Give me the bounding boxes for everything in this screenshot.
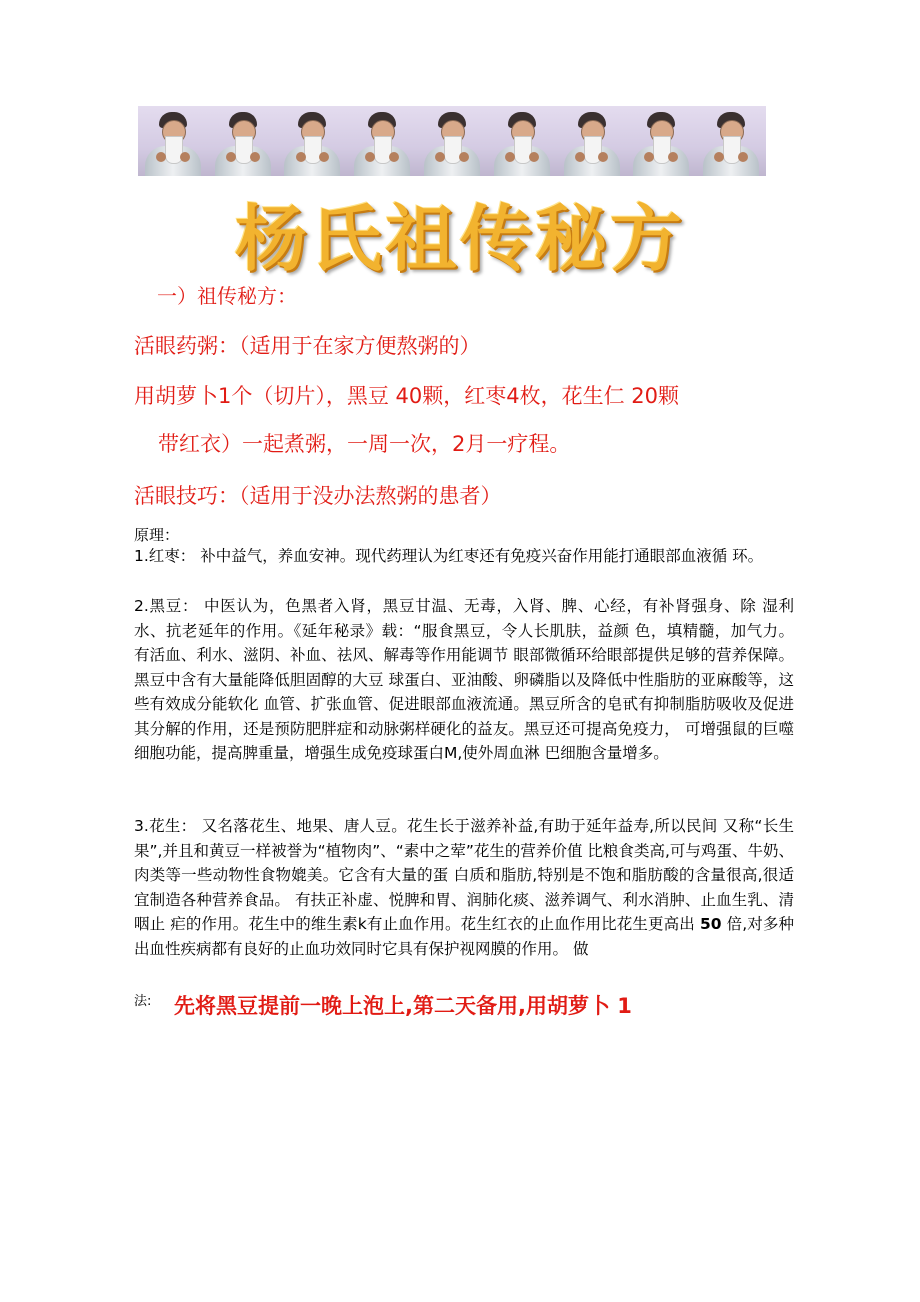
peanut-do-text: 做 [572,939,589,958]
sage-portrait-icon [278,106,348,176]
sage-portrait-icon [696,106,766,176]
sage-portrait-banner [138,106,766,176]
principle-label: 原理： [134,526,180,544]
method-label: 法: [134,994,152,1009]
sage-portrait-icon [138,106,208,176]
peanut-tail-text: 倍,对多种出血性疾病都有良好的止血功效同时它具有保护视网膜的作用。 [134,915,795,958]
tip-title: 活眼技巧：（适用于没办法熬粥的患者） [134,484,502,508]
remedy-title: 活眼药粥：（适用于在家方便熬粥的） [134,334,481,358]
remedy-ingredients-line1: 用胡萝卜1个（切片），黑豆 40颗，红枣4枚，花生仁 20颗 [134,384,680,408]
sage-portrait-icon [487,106,557,176]
peanut-fifty: 50 [699,915,722,933]
paragraph-jujube: 1.红枣： 补中益气，养血安神。现代药理认为红枣还有免疫兴奋作用能打通眼部血液循 环。 [134,547,764,565]
sage-portrait-icon [557,106,627,176]
method-text: 先将黑豆提前一晚上泡上,第二天备用,用胡萝卜 1 [174,994,632,1018]
sage-portrait-icon [626,106,696,176]
remedy-ingredients-line2: 带红衣）一起煮粥，一周一次，2月一疗程。 [158,432,571,456]
paragraph-peanut [134,814,794,961]
section-heading: 一）祖传秘方： [157,284,297,308]
sage-portrait-icon [417,106,487,176]
peanut-main-text: 3.花生： 又名落花生、地果、唐人豆。花生长于滋养补益,有助于延年益寿,所以民间 又称“长生果”,并且和黄豆一样被誉为“植物肉”、“素中之荤”花生的营养价值 比粮食类高,可与鸡蛋、牛奶、肉类等一些动物性食物媲美。它含有大量的蛋 白质和脂肪,特别是不饱和脂肪酸的含量很高,很适宜制造各种营养食品。 有扶正补虚、悦脾和胃、润肺化痰、滋养调气、利水消肿、止血生乳、清咽止 疟的作用。花生中的维生素k有止血作用。花生红衣的止血作用比花生更高出 [134,817,794,933]
paragraph-black-bean: 2.黑豆： 中医认为，色黑者入肾，黑豆甘温、无毒，入肾、脾、心经，有补肾强身、除 湿利水、抗老延年的作用。《延年秘录》载：“服食黑豆，令人长肌肤，益颜 色，填精髓，加气力。 有活血、利水、滋阴、补血、祛风、解毒等作用能调节 眼部微循环给眼部提供足够的营养保障。黑豆中含有大量能降低胆固醇的大豆 球蛋白、亚油酸、卵磷脂以及降低中性脂肪的亚麻酸等，这些有效成分能软化 血管、扩张血管、促进眼部血液流通。黑豆所含的皂甙有抑制脂肪吸收及促进 其分解的作用，还是预防肥胖症和动脉粥样硬化的益友。黑豆还可提高免疫力， 可增强鼠的巨噬细胞功能，提高脾重量，增强生成免疫球蛋白M,使外周血淋 巴细胞含量增多。 [134,597,794,762]
sage-portrait-icon [347,106,417,176]
page-title: 杨氏祖传秘方 [234,196,685,281]
sage-portrait-icon [208,106,278,176]
